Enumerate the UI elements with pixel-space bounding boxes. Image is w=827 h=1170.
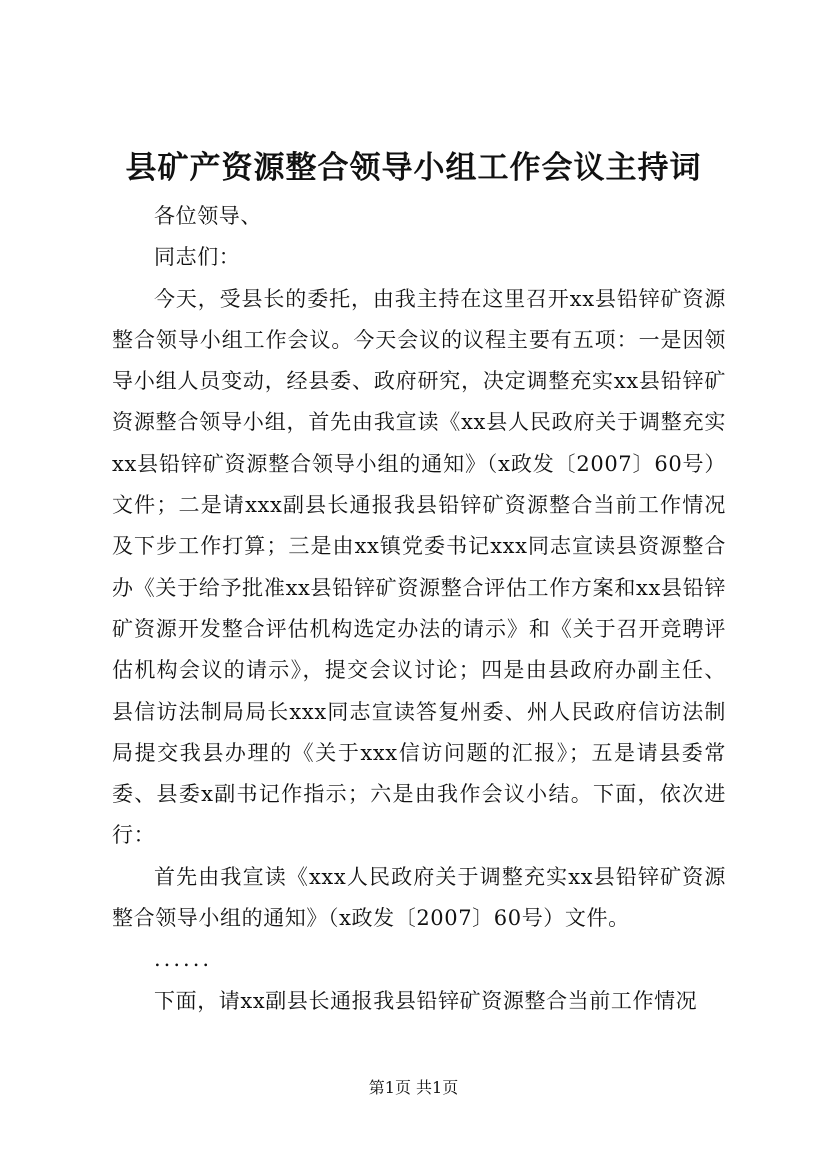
ellipsis-paragraph: ...... <box>154 947 213 972</box>
next-item-paragraph: 下面，请xx副县长通报我县铅锌矿资源整合当前工作情况 <box>154 988 698 1013</box>
salutation-leaders: 各位领导、 <box>154 204 262 228</box>
document-title: 县矿产资源整合领导小组工作会议主持词 <box>125 150 702 186</box>
document-body <box>112 196 726 1022</box>
page-number-footer: 第1页 共1页 <box>368 1078 459 1097</box>
agenda-paragraph: 今天，受县长的委托，由我主持在这里召开xx县铅锌矿资源整合领导小组工作会议。今天会议的议程主要有五项：一是因领导小组人员变动，经县委、政府研究，决定调整充实xx县铅锌矿资源整合领导小组，首先由我宣读《xx县人民政府关于调整充实xx县铅锌矿资源整合领导小组的通知》（x政发〔2007〕60号）文件；二是请xxx副县长通报我县铅锌矿资源整合当前工作情况及下步工作打算；三是由xx镇党委书记xxx同志宣读县资源整合办《关于给予批准xx县铅锌矿资源整合评估工作方案和xx县铅锌矿资源开发整合评估机构选定办法的请示》和《关于召开竞聘评估机构会议的请示》，提交会议讨论；四是由县政府办副主任、县信访法制局局长xxx同志宣读答复州委、州人民政府信访法制局提交我县办理的《关于xxx信访问题的汇报》；五是请县委常委、县委x副书记作指示；六是由我作会议小结。下面，依次进行： <box>112 286 726 848</box>
salutation-comrades: 同志们： <box>154 245 241 270</box>
first-item-paragraph: 首先由我宣读《xxx人民政府关于调整充实xx县铅锌矿资源整合领导小组的通知》（x政发〔2007〕60号）文件。 <box>112 864 726 931</box>
